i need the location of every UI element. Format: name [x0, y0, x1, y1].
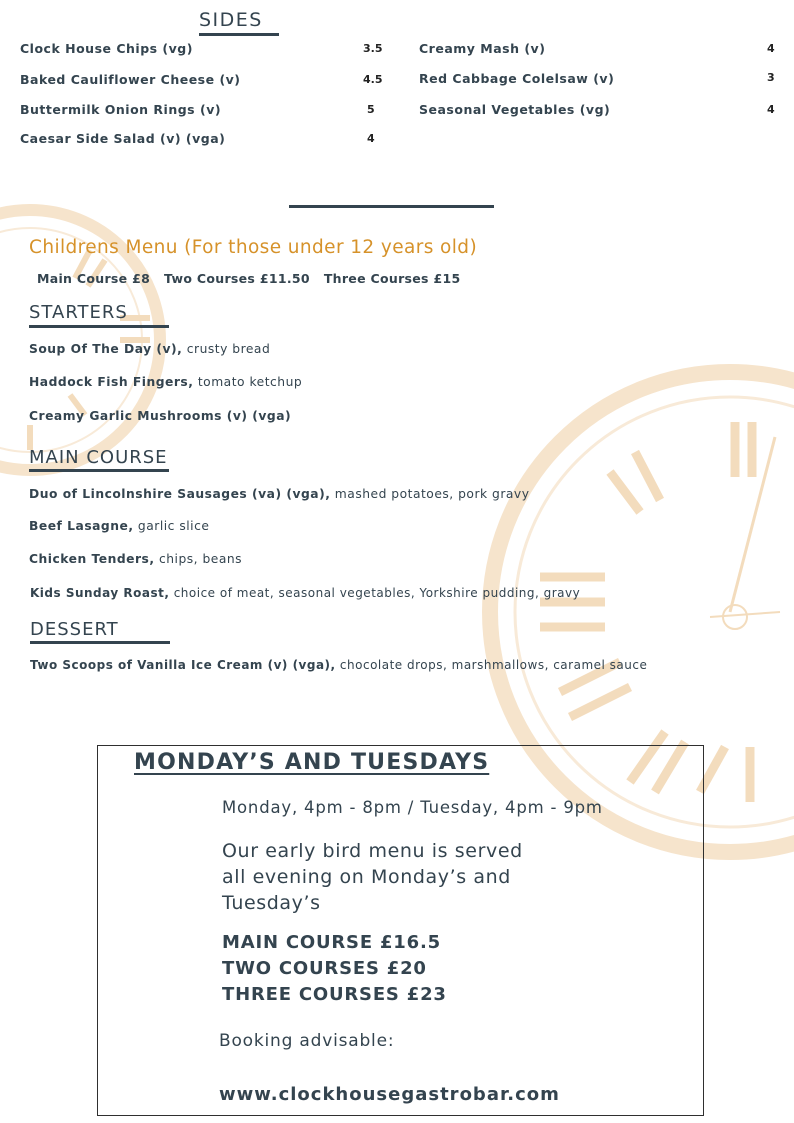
side-item-price: 4.5	[363, 73, 383, 86]
dessert-title: DESSERT	[30, 619, 119, 640]
main-course-title: MAIN COURSE	[29, 447, 168, 468]
menu-item-desc: tomato ketchup	[193, 375, 303, 389]
menu-item-desc: garlic slice	[133, 519, 210, 533]
kids-menu-prices: Main Course £8 Two Courses £11.50 Three Courses £15	[37, 271, 461, 286]
sides-title: SIDES	[199, 9, 263, 31]
menu-item	[29, 552, 242, 566]
menu-item-name: Kids Sunday Roast,	[30, 586, 170, 600]
section-divider	[289, 205, 494, 208]
dessert-underline	[30, 641, 170, 644]
menu-item	[29, 375, 302, 389]
menu-item	[30, 586, 580, 600]
sides-title-underline	[199, 33, 279, 36]
menu-item-name: Duo of Lincolnshire Sausages (va) (vga),	[29, 487, 331, 501]
menu-item-name: Two Scoops of Vanilla Ice Cream (v) (vga),	[30, 658, 336, 672]
menu-item-name: Soup Of The Day (v),	[29, 342, 183, 356]
starters-underline	[29, 325, 169, 328]
main-course-underline	[29, 469, 169, 472]
offer-price: THREE COURSES £23	[222, 984, 447, 1005]
menu-item	[30, 658, 647, 672]
starters-title: STARTERS	[29, 302, 128, 323]
menu-item	[29, 519, 209, 533]
offer-booking-note: Booking advisable:	[219, 1031, 395, 1051]
offer-price: MAIN COURSE £16.5	[222, 932, 441, 953]
menu-item-desc: chips, beans	[154, 552, 243, 566]
side-item-name: Creamy Mash (v)	[419, 41, 546, 56]
side-item-name: Caesar Side Salad (v) (vga)	[20, 131, 226, 146]
menu-item-desc: chocolate drops, marshmallows, caramel sauce	[335, 658, 648, 672]
menu-item	[29, 409, 291, 423]
offer-price: TWO COURSES £20	[222, 958, 427, 979]
menu-item	[29, 487, 529, 501]
side-item-name: Red Cabbage Colelsaw (v)	[419, 71, 615, 86]
side-item-price: 3	[767, 71, 775, 84]
menu-item-desc: crusty bread	[182, 342, 271, 356]
menu-item	[29, 342, 270, 356]
side-item-price: 5	[367, 103, 375, 116]
side-item-name: Seasonal Vegetables (vg)	[419, 102, 611, 117]
offer-hours: Monday, 4pm - 8pm / Tuesday, 4pm - 9pm	[222, 798, 603, 817]
menu-item-name: Haddock Fish Fingers,	[29, 375, 194, 389]
offer-description: Our early bird menu is served all evening on Monday’s and Tuesday’s	[222, 840, 523, 914]
offer-title: MONDAY’S AND TUESDAYS	[134, 750, 490, 775]
side-item-name: Buttermilk Onion Rings (v)	[20, 102, 222, 117]
side-item-name: Clock House Chips (vg)	[20, 41, 193, 56]
side-item-price: 4	[367, 132, 375, 145]
menu-item-name: Beef Lasagne,	[29, 519, 134, 533]
menu-item-name: Creamy Garlic Mushrooms (v) (vga)	[29, 409, 292, 423]
side-item-price: 3.5	[363, 42, 383, 55]
kids-menu-title: Childrens Menu (For those under 12 years old)	[29, 237, 478, 258]
side-item-price: 4	[767, 103, 775, 116]
menu-item-name: Chicken Tenders,	[29, 552, 155, 566]
website-link[interactable]: www.clockhousegastrobar.com	[219, 1084, 560, 1105]
menu-item-desc: choice of meat, seasonal vegetables, Yorkshire pudding, gravy	[169, 586, 581, 600]
side-item-name: Baked Cauliflower Cheese (v)	[20, 72, 241, 87]
side-item-price: 4	[767, 42, 775, 55]
menu-item-desc: mashed potatoes, pork gravy	[330, 487, 530, 501]
